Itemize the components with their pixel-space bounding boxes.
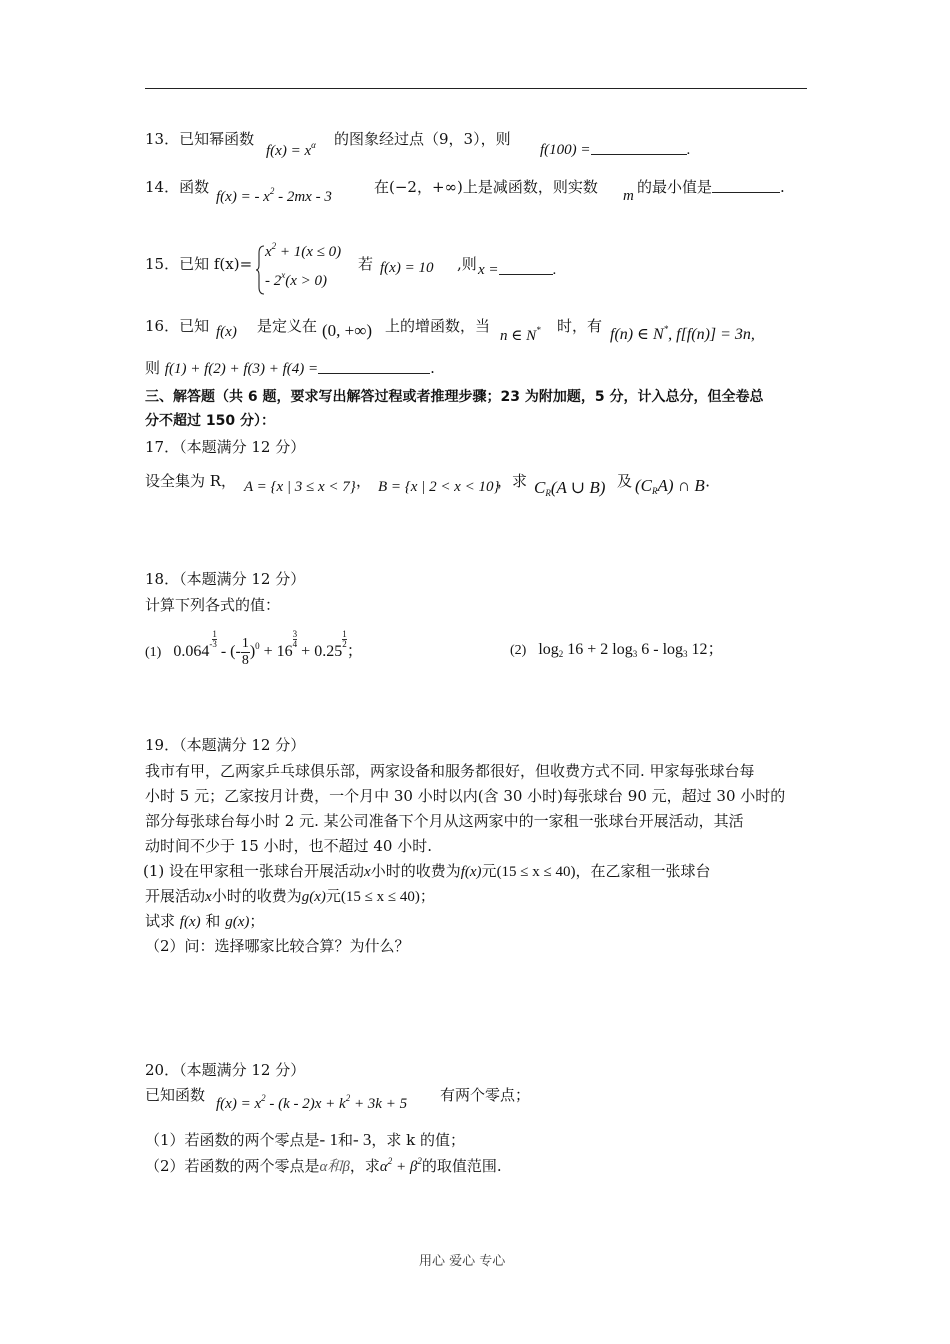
q18-part-1: (1) 0.064- $\frac{1}{3}$ - (- $\frac{1}{8}$ )$^0$ + 16 $\frac{3}{4}$ + 0.25 $\frac{1}{2}$ ； [145,629,363,668]
q14-answer-blank[interactable] [712,178,780,193]
q13-formula-2: f(100) = . [540,142,691,158]
section-3-heading-cont: 分不超过 150 分）： [145,413,275,429]
q19-sub-1-ask: 试求 f(x) 和 g(x)； [145,912,265,930]
header-rule [145,88,807,89]
q19-line-2: 小时 5 元；乙家按月计费，一个月中 30 小时以内(含 30 小时)每张球台 90 元，超过 30 小时的 [145,787,786,805]
q15-case-1: $x^2 + 1(x \le 0)$ [265,241,342,260]
exponent-three-quarters: $\frac{3}{4}$ [292,629,298,649]
q14-variable-m: m [623,188,634,204]
q18-part-2: (2) $\log_2 16 + 2$ $\log_3 6 - \log_3 12$； [510,641,724,659]
q17-heading: 17．（本题满分 12 分） [145,438,306,456]
q16-text-2: 是定义在 [257,317,318,335]
q13-answer-blank[interactable] [591,140,687,155]
q13-text-1: 已知幂函数 [179,130,255,148]
q17-text-3: 及 [617,472,633,490]
question-14 [145,176,209,197]
q19-sub-2: （2）问：选择哪家比较合算？为什么？ [145,937,410,955]
q16-formula-2: n ∈ N* [500,325,541,344]
q16-number: 16． [145,317,180,335]
q20-text-2: 有两个零点； [440,1086,531,1104]
q19-sub-1: (1) 设在甲家租一张球台开展活动x小时的收费为f(x)元(15 ≤ x ≤ 40)，在乙家租一张球台 [143,862,711,880]
q17-text-2: ，求 [497,472,528,490]
q16-text-1: 已知 [179,317,210,335]
piecewise-brace [255,245,265,295]
q17-comma-1: ， [356,472,372,490]
page-footer: 用心 爱心 专心 [419,1254,506,1269]
q20-sub-1: （1）若函数的两个零点是- 1和- 3，求 k 的值； [145,1130,466,1149]
q16-text-4: 时，有 [557,317,603,335]
q15-case-2: - $2^x(x > 0)$ [265,270,328,289]
q19-heading: 19．（本题满分 12 分） [145,736,306,754]
q16-formula-3: f(n) ∈ N*, f[f(n)] = 3n, [610,324,755,343]
exponent-neg-one-third: - $\frac{1}{3}$ [209,629,217,649]
q16-text-3: 上的增函数，当 [385,317,491,335]
q14-text-2: 在(−2，+∞)上是减函数，则实数 [374,178,598,196]
q20-sub-2: （2）若函数的两个零点是α和β，求$\alpha^2 + \beta^2$的取值范围. [145,1156,502,1175]
section-3-heading: 三、解答题（共 6 题，要求写出解答过程或者推理步骤；23 为附加题，5 分，计入总分，但全卷总 [145,389,764,405]
q16-line-2: 则 f(1) + f(2) + f(3) + f(4) = . [145,359,435,377]
q17-set-b: B = {x | 2 < x < 10} [378,479,500,495]
q17-set-a: A = {x | 3 ≤ x < 7} [244,479,356,495]
q18-intro: 计算下列各式的值： [145,596,281,614]
q18-heading: 18．（本题满分 12 分） [145,570,306,588]
q19-line-3: 部分每张球台每小时 2 元. 某公司准备下个月从这两家中的一家租一张球台开展活动，其活 [145,812,744,830]
exponent-one-half: $\frac{1}{2}$ [342,629,347,649]
q18-part-2-label: (2) [510,643,527,658]
q15-text-3: ,则 [457,255,477,273]
q20-formula: $f(x) = x^2 - (k - 2)x + k^2 + 3k + 5$ [216,1093,408,1112]
q17-expression-2: $(C_RA)$ ∩ B· [635,476,711,496]
q20-heading: 20．（本题满分 12 分） [145,1061,306,1079]
q16-answer-blank[interactable] [318,359,430,374]
q14-text-1: 函数 [179,178,210,196]
q14-number: 14． [145,178,180,196]
q13-text-2: 的图象经过点（9，3），则 [334,130,511,148]
q20-text-1: 已知函数 [145,1086,206,1104]
q19-line-4: 动时间不少于 15 小时，也不超过 40 小时. [145,837,433,855]
question-13 [145,128,254,149]
q15-answer-blank[interactable] [499,260,553,275]
q15-formula-1: f(x) = 10 [380,260,434,276]
question-16 [145,315,209,336]
q15-label [145,253,252,274]
q15-text-2: 若 [358,255,374,273]
q13-formula-1: $f(x) = x^\alpha$ [266,140,316,159]
q16-interval: (0, +∞) [322,321,373,340]
q15-formula-2: x = . [478,262,557,278]
q14-formula: f(x) = - $x^2 - 2mx - 3$ [216,186,332,205]
q14-text-3: 的最小值是 . [637,178,785,196]
q19-sub-1-cont: 开展活动x小时的收费为g(x)元(15 ≤ x ≤ 40)； [145,887,435,905]
q17-expression-1: $C_R(A$ ∪ B) [534,478,606,498]
q16-formula-1: f(x) [216,324,237,340]
q17-text-1: 设全集为 R， [145,472,237,490]
q15-number: 15． [145,255,180,273]
q15-text-1: 已知 f(x)= [179,255,253,273]
q19-line-1: 我市有甲，乙两家乒乓球俱乐部，两家设备和服务都很好，但收费方式不同. 甲家每张球台每 [145,762,755,780]
fraction-one-eighth: $\frac{1}{8}$ [241,635,249,668]
q13-number: 13． [145,130,180,148]
q18-part-1-label: (1) [145,645,162,660]
